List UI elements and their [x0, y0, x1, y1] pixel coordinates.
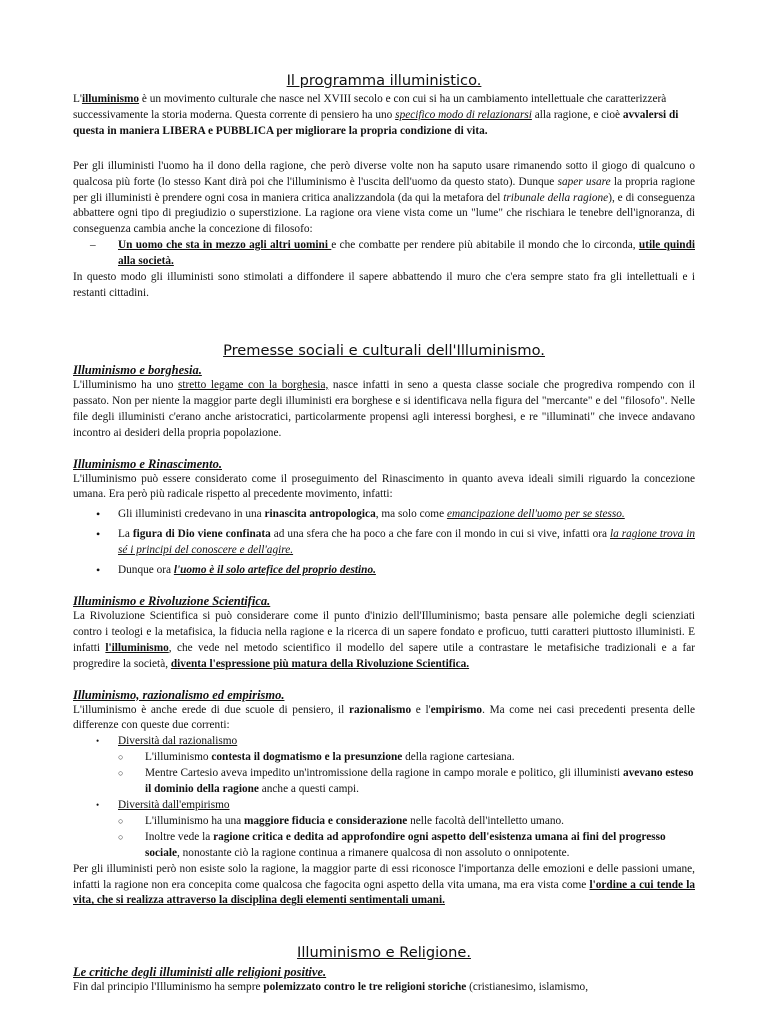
circle-marker: ○ — [118, 768, 124, 779]
sub-list-item — [73, 830, 695, 862]
text-run: e che combatte per rendere più abitabile il mondo che lo circonda, — [331, 239, 639, 252]
text-run: Fin dal principio l'Illuminismo ha sempre — [73, 981, 264, 994]
paragraph-razionalismo — [73, 703, 695, 735]
bullet-marker: • — [96, 527, 101, 542]
subheading-razionalismo-empirismo: Illuminismo, razionalismo ed empirismo. — [73, 687, 285, 702]
underlined-phrase: stretto legame con la borghesia, — [177, 378, 329, 391]
text-run: Inoltre vede la — [145, 830, 214, 843]
section-title-religione: Illuminismo e Religione. — [297, 944, 471, 962]
section-title-premesse: Premesse sociali e culturali dell'Illuminismo. — [223, 341, 545, 359]
text-run: nelle facoltà dell'intelletto umano. — [407, 814, 564, 827]
subheading-rivoluzione-scientifica: Illuminismo e Rivoluzione Scientifica. — [73, 593, 271, 608]
text-run: alla ragione, e cioè — [531, 108, 623, 121]
bold-term: illuminismo — [81, 93, 140, 105]
dash-marker: – — [90, 239, 96, 252]
bullet-list-differenze — [73, 734, 695, 861]
bold-phrase: avvalersi di questa in maniera LIBERA e PUBBLICA per migliorare la propria condizione di vita. — [73, 108, 679, 137]
bullet-list-rinascimento — [73, 507, 695, 579]
bold-phrase: ragione critica e dedita ad approfondire ogni aspetto dell'esistenza umana ai fini del progresso sociale — [145, 830, 666, 859]
dash-list — [73, 238, 695, 270]
italic-underlined-phrase: la ragione trova in sé i principi del conoscere e dell'agire. — [118, 528, 695, 557]
text-run: , ma solo come — [375, 508, 447, 521]
text-run: L'illuminismo è anche erede di due scuole di pensiero, il — [73, 703, 349, 716]
paragraph-rivoluzione — [73, 609, 695, 673]
sub-list — [73, 750, 695, 798]
paragraph-religioni — [73, 980, 695, 996]
section-title-programma: Il programma illuministico. — [286, 72, 482, 89]
text-run: Dunque ora — [118, 564, 174, 577]
text-run: la propria ragione per gli illuministi è prendere ogni cosa in maniera critica analizzandola (da qui la metafora del — [73, 175, 696, 204]
sub-list-item — [73, 750, 695, 766]
bold-phrase: figura di Dio viene confinata — [132, 528, 271, 541]
bold-underlined-phrase: l'ordine a cui tende la vita, che si realizza attraverso la disciplina degli elementi sentimentali umani. — [73, 878, 696, 907]
text-run: Per gli illuministi l'uomo ha il dono della ragione, che però diverse volte non ha saputo usare rimanendo sotto il giogo di qualcuno o qualcosa più forte (lo stesso Kant dirà poi che l'illuminismo è l'uscita dell'uomo da questo stato). Dunque — [73, 159, 695, 188]
text-run: e l' — [411, 703, 431, 716]
text-run: L'illuminismo — [145, 751, 212, 764]
circle-marker: ○ — [118, 831, 124, 842]
sub-list-item — [73, 814, 695, 830]
paragraph-intro — [73, 92, 695, 140]
circle-marker: ○ — [118, 752, 124, 763]
bold-italic-underlined-phrase: l'uomo è il solo artefice del proprio destino. — [173, 564, 376, 577]
text-run: (cristianesimo, islamismo, — [466, 981, 589, 994]
list-item — [73, 507, 695, 523]
bold-phrase: maggiore fiducia e considerazione — [244, 814, 408, 827]
circle-marker: ○ — [118, 815, 124, 826]
list-item — [73, 563, 695, 579]
bold-phrase: rinascita antropologica — [264, 508, 376, 521]
paragraph-borghesia — [73, 378, 695, 442]
text-run: è un movimento culturale che nasce nel XVIII secolo e con cui si ha un cambiamento intellettuale che caratterizzerà successivamente la storia moderna. Questa corrente di pensiero ha uno — [73, 93, 667, 121]
bold-underlined-phrase: Un uomo che sta in mezzo agli altri uomini — [118, 239, 332, 252]
text-run: della ragione cartesiana. — [402, 751, 515, 764]
bold-phrase: contesta il dogmatismo e la presunzione — [211, 751, 403, 764]
bullet-marker: • — [96, 800, 100, 810]
bold-underlined-phrase: utile quindi alla società. — [118, 239, 695, 268]
bullet-marker: • — [96, 507, 101, 522]
list-item — [73, 734, 695, 798]
text-run: ad una sfera che ha poco a che fare con il mondo in cui si vive, infatti ora — [270, 528, 611, 541]
text-run: L'illuminismo ha una — [145, 814, 244, 827]
text-run: . Ma come nei casi precedenti presenta delle differenze con queste due correnti: — [73, 703, 695, 732]
italic-phrase: tribunale della ragione — [503, 191, 609, 204]
subheading-borghesia: Illuminismo e borghesia. — [73, 362, 202, 377]
bold-phrase: avevano esteso il dominio della ragione — [145, 767, 694, 796]
text-run: anche a questi campi. — [258, 783, 359, 796]
text-run: , che vede nel metodo scientifico il modello del sapere utile a contrastare le metafisiche tradizionali e a far progredire la società, — [73, 641, 695, 670]
bullet-marker: • — [96, 563, 101, 578]
list-item — [73, 527, 695, 559]
text-run: Gli illuministi credevano in una — [118, 508, 265, 521]
text-run: nasce infatti in seno a questa classe sociale che progrediva rompendo con il passato. Non per niente la maggior parte degli illuministi era borghese e si identificava nella figura del "mercante" e del "filosofo". Nelle file degli illuministi c'erano anche aristocratici, particolarmente propensi agli interessi borghesi, e re "illuminati" che invece andavano incontro ai desideri della propria popolazione. — [73, 378, 695, 439]
paragraph-ragione — [73, 159, 695, 239]
list-item — [73, 238, 695, 270]
bold-underlined-phrase: diventa l'espressione più matura della Rivoluzione Scientifica. — [170, 657, 470, 670]
bold-phrase: polemizzato contro le tre religioni storiche — [263, 981, 467, 994]
text-run: L'illuminismo ha uno — [73, 378, 178, 391]
sub-list-item — [73, 766, 695, 798]
italic-underlined-phrase: specifico modo di relazionarsi — [395, 108, 532, 121]
text-run: Per gli illuministi però non esiste solo la ragione, la maggior parte di essi riconosce l'importanza delle emozioni e delle passioni umane, infatti la ragione non era concepita come qualcosa che fagocita ogni aspetto della vita umana, ma era vista come — [73, 862, 695, 891]
italic-phrase: saper usare — [557, 175, 611, 188]
subheading-critiche-religioni: Le critiche degli illuministi alle religioni positive. — [73, 965, 327, 980]
paragraph-emozioni — [73, 862, 695, 910]
text-run: La — [118, 528, 133, 541]
list-item — [73, 798, 695, 862]
bold-term: razionalismo — [348, 703, 412, 716]
bold-term: empirismo — [430, 703, 483, 716]
italic-underlined-phrase: emancipazione dell'uomo per se stesso. — [446, 508, 625, 521]
text-run: ), e di conseguenza abbattere ogni tipo di pregiudizio o superstizione. La ragione ora viene vista come un "lume" che rischiara le tenebre dell'ignoranza, di conseguenza cambia anche la concezione di filosofo: — [73, 191, 695, 236]
underlined-label: Diversità dall'empirismo — [118, 799, 230, 811]
text-run: Mentre Cartesio aveva impedito un'intromissione della ragione in campo morale e politico, gli illuministi — [145, 767, 623, 780]
bold-underlined-phrase: l'illuminismo — [105, 641, 169, 654]
paragraph-diffusione: In questo modo gli illuministi sono stimolati a diffondere il sapere abbattendo il muro che c'era sempre stato fra gli intellettuali e i restanti cittadini. — [73, 271, 695, 299]
subheading-rinascimento: Illuminismo e Rinascimento. — [73, 456, 222, 471]
bullet-marker: • — [96, 736, 100, 747]
text-run: L' — [73, 93, 82, 105]
text-run: , nonostante ciò la ragione continua a rimanere qualcosa di non assoluto o onnipotente. — [177, 846, 570, 859]
text-run: La Rivoluzione Scientifica si può considerare come il punto d'inizio dell'Illuminismo; basta pensare alle polemiche degli scienziati contro i teologi e la metafisica, la fiducia nella ragione e la ricerca di un sapere fondato e proficuo, tutti caratteri piuttosto illuministi. E infatti — [73, 609, 695, 654]
paragraph-rinascimento: L'illuminismo può essere considerato come il proseguimento del Rinascimento in quanto aveva ideali simili riguardo la concezione umana. Era però più radicale rispetto al precedente movimento, infatti: — [73, 472, 695, 501]
underlined-label: Diversità dal razionalismo — [118, 735, 238, 748]
sub-list — [73, 814, 695, 862]
